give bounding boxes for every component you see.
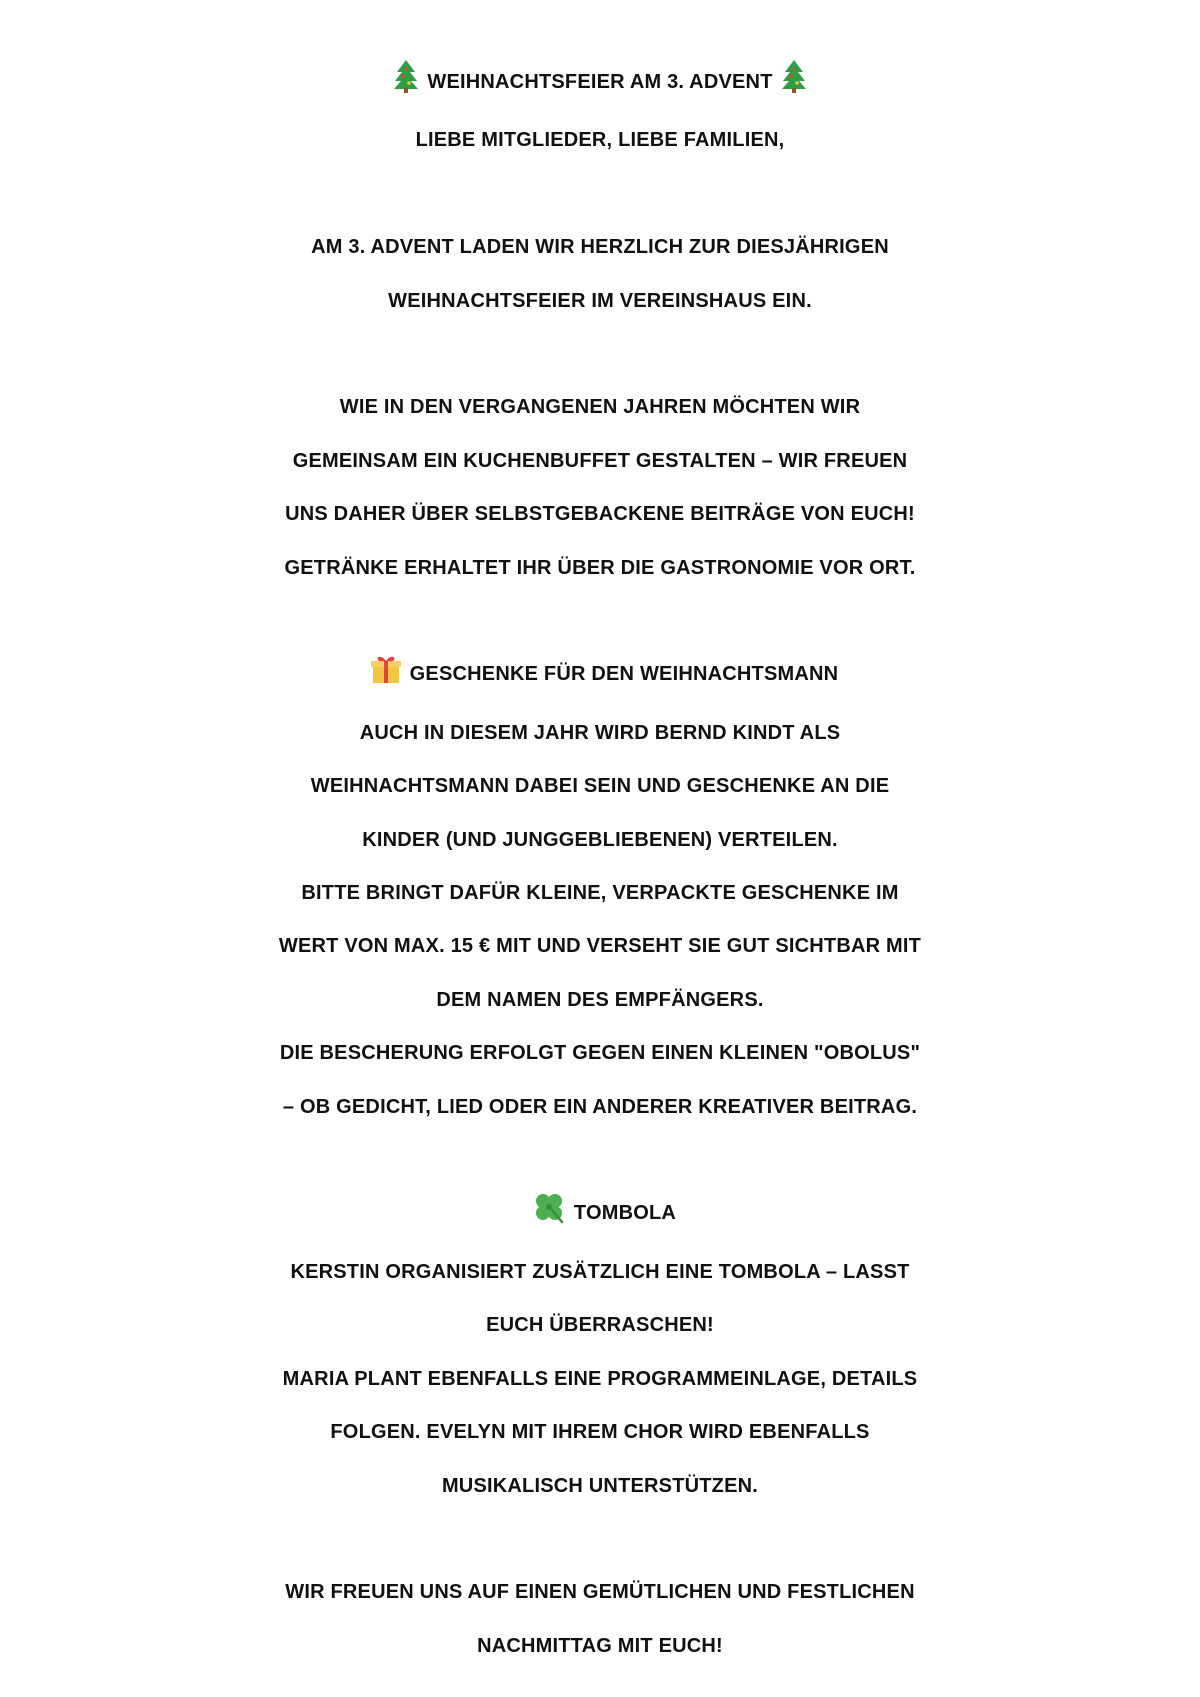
text-line: WEIHNACHTSFEIER IM VEREINSHAUS EIN. [388,289,812,312]
title-line [0,56,1200,114]
gifts-block [0,648,1200,1134]
buffet-block [0,381,1200,595]
text-line: WIR FREUEN UNS AUF EINEN GEMÜTLICHEN UND FESTLICHEN [285,1581,915,1604]
text-line: GEMEINSAM EIN KUCHENBUFFET GESTALTEN – WIR FREUEN [292,449,908,472]
text-line: GETRÄNKE ERHALTET IHR ÜBER DIE GASTRONOMIE VOR ORT. [284,556,916,579]
greeting: LIEBE MITGLIEDER, LIEBE FAMILIEN, [415,129,785,152]
text-line: DIE BESCHERUNG ERFOLGT GEGEN EINEN KLEINEN "OBOLUS" [279,1042,921,1065]
tombola-heading: TOMBOLA [573,1202,677,1225]
gift-icon [370,653,402,706]
flyer [0,56,1200,1673]
gifts-heading-line [0,648,1200,706]
text-line: UNS DAHER ÜBER SELBSTGEBACKENE BEITRÄGE VON EUCH! [285,503,915,526]
text-line: AM 3. ADVENT LADEN WIR HERZLICH ZUR DIESJÄHRIGEN [311,236,889,259]
text-line: EUCH ÜBERRASCHEN! [486,1314,714,1337]
christmas-tree-icon [393,59,419,114]
intro-block [0,56,1200,168]
four-leaf-clover-icon [532,1190,566,1245]
text-line: WIE IN DEN VERGANGENEN JAHREN MÖCHTEN WIR [339,396,861,419]
text-line: BITTE BRINGT DAFÜR KLEINE, VERPACKTE GESCHENKE IM [301,882,899,905]
text-line: MARIA PLANT EBENFALLS EINE PROGRAMMEINLAGE, DETAILS [282,1367,918,1390]
text-line: WERT VON MAX. 15 € MIT UND VERSEHT SIE GUT SICHTBAR MIT [278,935,922,958]
text-line: FOLGEN. EVELYN MIT IHREM CHOR WIRD EBENFALLS [330,1421,870,1444]
closing-block [0,1566,1200,1673]
text-line: WEIHNACHTSMANN DABEI SEIN UND GESCHENKE AN DIE [310,775,890,798]
invitation-block [0,221,1200,328]
christmas-tree-icon [781,59,807,114]
text-line: – OB GEDICHT, LIED ODER EIN ANDERER KREATIVER BEITRAG. [282,1095,918,1118]
text-line: KERSTIN ORGANISIERT ZUSÄTZLICH EINE TOMBOLA – LASST [290,1260,910,1283]
text-line: KINDER (UND JUNGGEBLIEBENEN) VERTEILEN. [362,828,838,851]
page-title: WEIHNACHTSFEIER AM 3. ADVENT [427,71,773,93]
text-line: DEM NAMEN DES EMPFÄNGERS. [436,988,764,1011]
tombola-block [0,1187,1200,1512]
text-line: AUCH IN DIESEM JAHR WIRD BERND KINDT ALS [359,721,841,744]
tombola-heading-line [0,1187,1200,1245]
text-line: MUSIKALISCH UNTERSTÜTZEN. [441,1474,759,1497]
gifts-heading: GESCHENKE FÜR DEN WEIHNACHTSMANN [409,663,839,686]
text-line: NACHMITTAG MIT EUCH! [477,1634,723,1657]
